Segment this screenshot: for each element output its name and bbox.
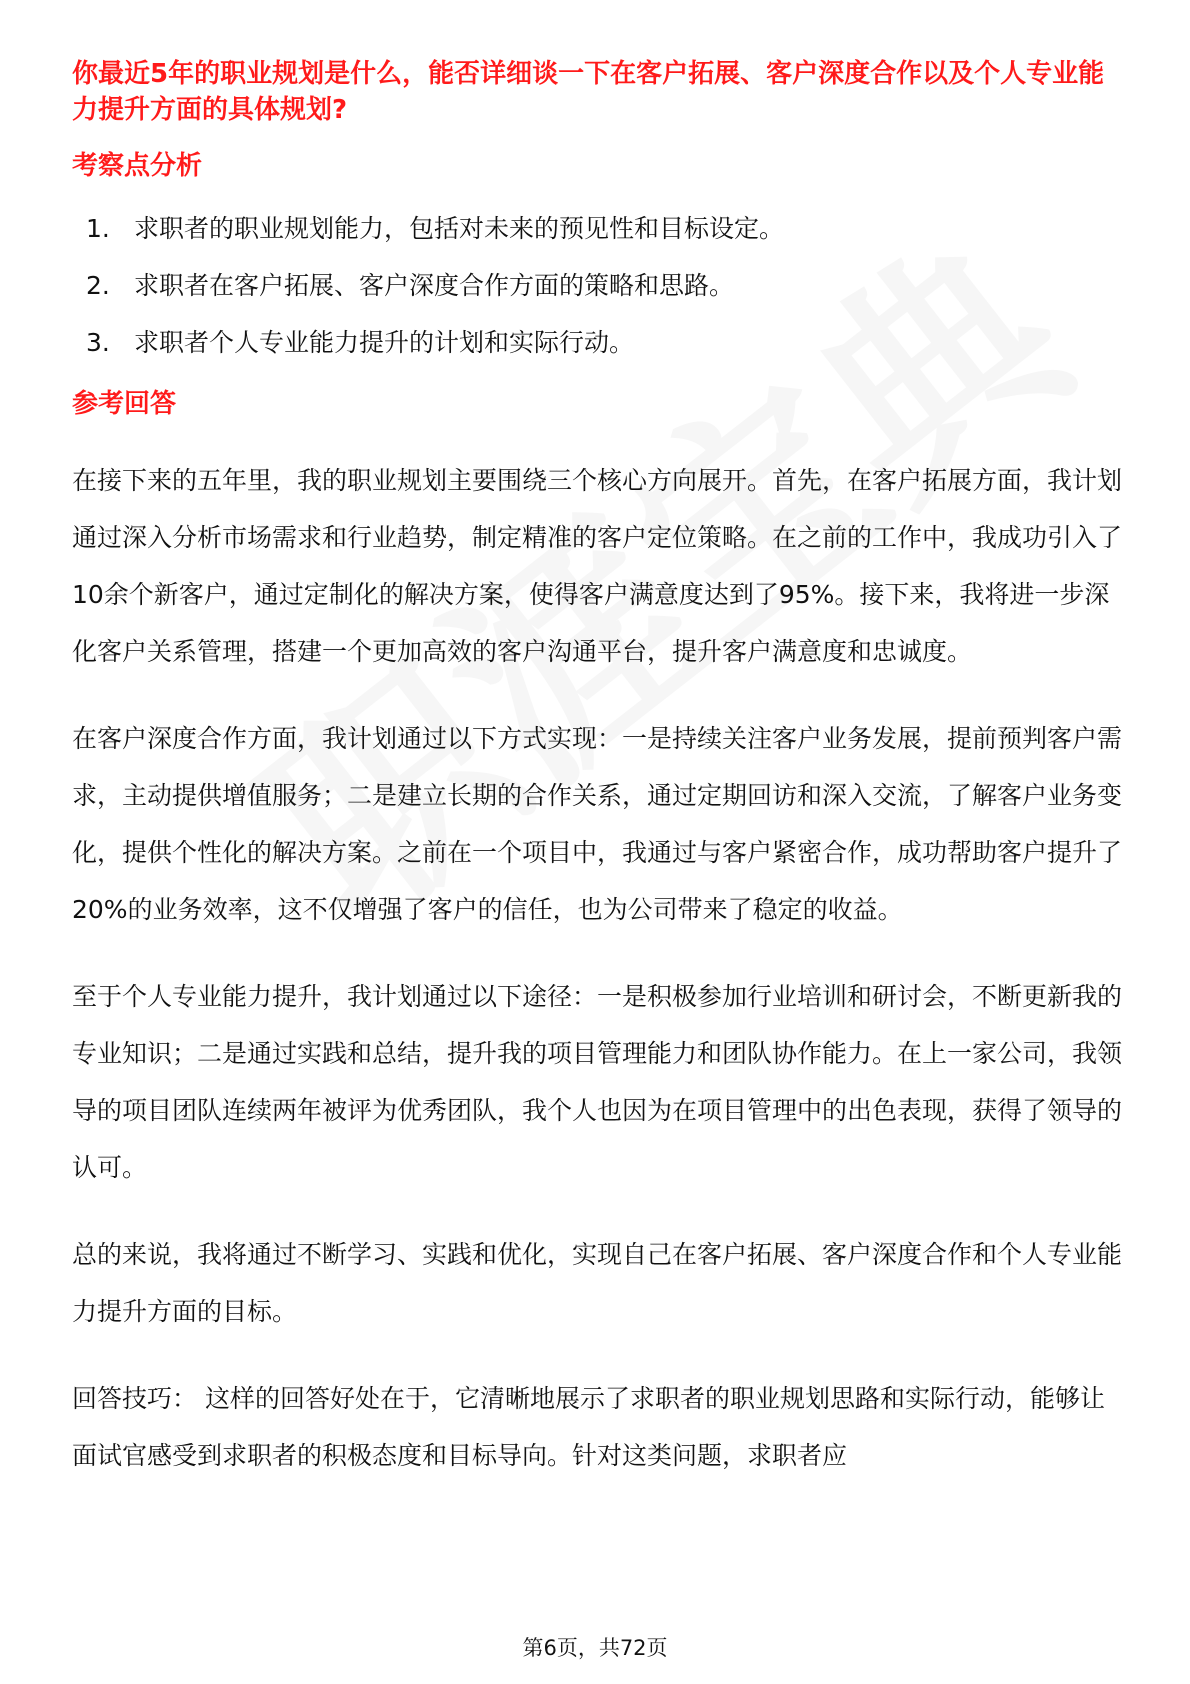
answer-paragraph: 在客户深度合作方面，我计划通过以下方式实现：一是持续关注客户业务发展，提前预判客户需求，主动提供增值服务；二是建立长期的合作关系，通过定期回访和深入交流，了解客户业务变化，提供个性化的解决方案。之前在一个项目中，我通过与客户紧密合作，成功帮助客户提升了20%的业务效率，这不仅增强了客户的信任，也为公司带来了稳定的收益。 — [72, 724, 1123, 924]
page-number: 第6页，共72页 — [522, 1636, 668, 1660]
list-item — [72, 267, 1122, 305]
list-item-number: 1. — [86, 214, 110, 243]
list-item — [72, 324, 1122, 362]
answer-body — [72, 452, 1122, 1484]
answer-paragraph: 至于个人专业能力提升，我计划通过以下途径：一是积极参加行业培训和研讨会，不断更新我的专业知识；二是通过实践和总结，提升我的项目管理能力和团队协作能力。在上一家公司，我领导的项目团队连续两年被评为优秀团队，我个人也因为在项目管理中的出色表现，获得了领导的认可。 — [72, 982, 1123, 1182]
list-item-number: 3. — [86, 328, 110, 357]
analysis-list — [72, 210, 1122, 362]
list-item-text: 求职者在客户拓展、客户深度合作方面的策略和思路。 — [134, 271, 735, 300]
answer-paragraph: 在接下来的五年里，我的职业规划主要围绕三个核心方向展开。首先，在客户拓展方面，我计划通过深入分析市场需求和行业趋势，制定精准的客户定位策略。在之前的工作中，我成功引入了10余个新客户，通过定制化的解决方案，使得客户满意度达到了95%。接下来，我将进一步深化客户关系管理，搭建一个更加高效的客户沟通平台，提升客户满意度和忠诚度。 — [72, 466, 1123, 666]
answer-tips: 回答技巧： 这样的回答好处在于，它清晰地展示了求职者的职业规划思路和实际行动，能够让面试官感受到求职者的积极态度和目标导向。针对这类问题，求职者应 — [72, 1384, 1105, 1470]
page-content — [72, 56, 1122, 1514]
question-title: 你最近5年的职业规划是什么，能否详细谈一下在客户拓展、客户深度合作以及个人专业能力提升方面的具体规划? — [72, 59, 1105, 125]
list-item-number: 2. — [86, 271, 110, 300]
list-item-text: 求职者个人专业能力提升的计划和实际行动。 — [134, 328, 635, 357]
answer-heading: 参考回答 — [72, 389, 177, 419]
list-item-text: 求职者的职业规划能力，包括对未来的预见性和目标设定。 — [134, 214, 785, 243]
answer-paragraph: 总的来说，我将通过不断学习、实践和优化，实现自己在客户拓展、客户深度合作和个人专业能力提升方面的目标。 — [72, 1240, 1123, 1326]
analysis-heading: 考察点分析 — [72, 151, 203, 181]
list-item — [72, 210, 1122, 248]
